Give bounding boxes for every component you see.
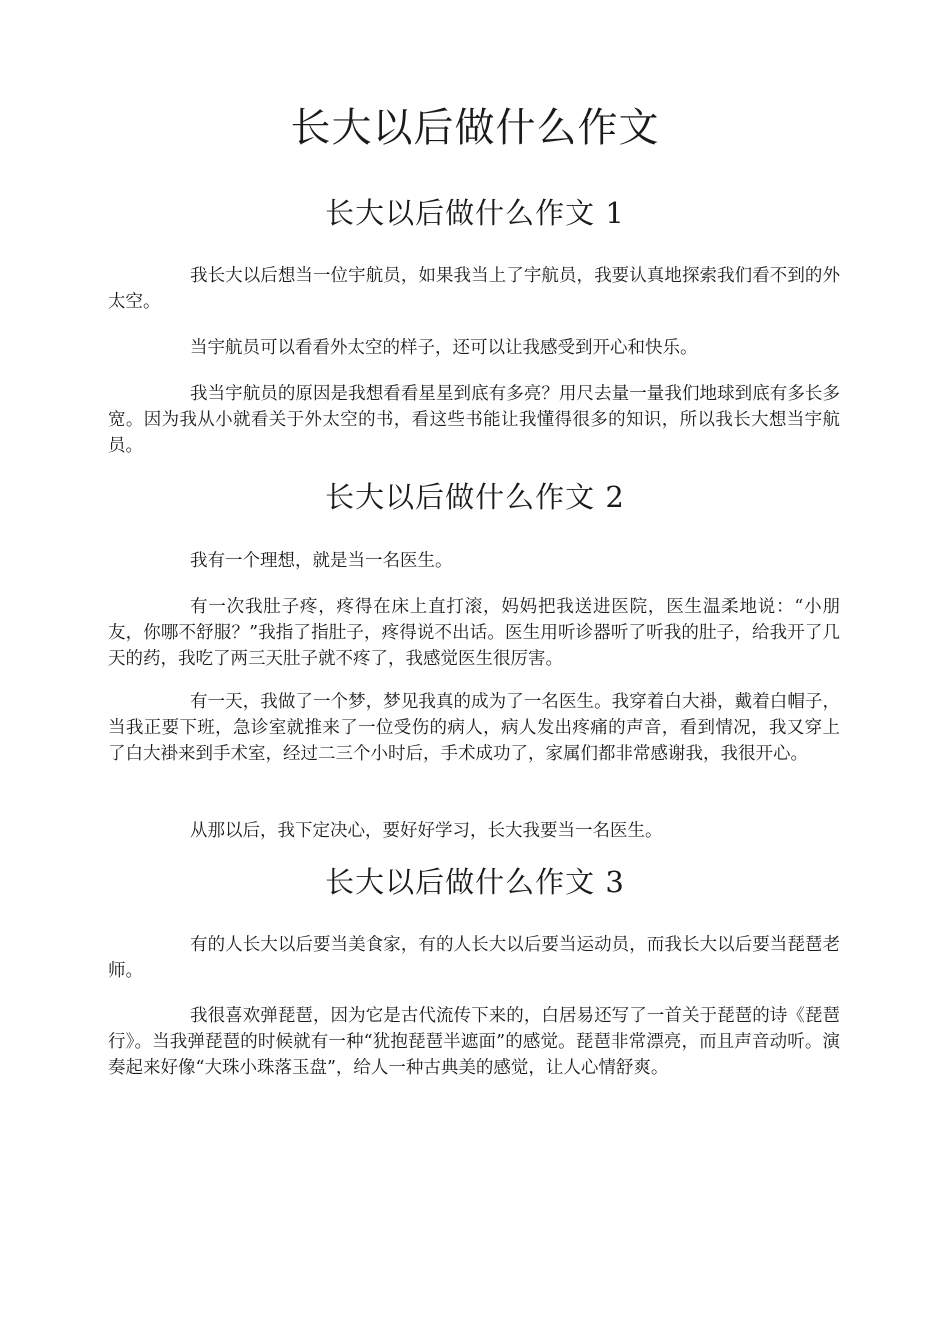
paragraph: 当宇航员可以看看外太空的样子，还可以让我感受到开心和快乐。: [190, 338, 698, 358]
paragraph: 有一天，我做了一个梦，梦见我真的成为了一名医生。我穿着白大褂，戴着白帽子，当我正要下班，急诊室就推来了一位受伤的病人，病人发出疼痛的声音，看到情况，我又穿上了白大褂来到手术室，经过二三个小时后，手术成功了，家属们都非常感谢我，我很开心。: [108, 692, 840, 764]
section-heading-1: 长大以后做什么作文 1: [325, 196, 625, 230]
paragraph: 我有一个理想，就是当一名医生。: [190, 551, 453, 571]
paragraph: 我很喜欢弹琵琶，因为它是古代流传下来的，白居易还写了一首关于琵琶的诗《琵琶行》。当我弹琵琶的时候就有一种“犹抱琵琶半遮面”的感觉。琵琶非常漂亮，而且声音动听。演奏起来好像“大珠小珠落玉盘”，给人一种古典美的感觉，让人心情舒爽。: [108, 1006, 840, 1078]
paragraph: 有一次我肚子疼，疼得在床上直打滚，妈妈把我送进医院，医生温柔地说：“小朋友，你哪不舒服？”我指了指肚子，疼得说不出话。医生用听诊器听了听我的肚子，给我开了几天的药，我吃了两三天肚子就不疼了，我感觉医生很厉害。: [108, 597, 840, 669]
document-title: 长大以后做什么作文: [290, 105, 660, 151]
paragraph: 我长大以后想当一位宇航员，如果我当上了宇航员，我要认真地探索我们看不到的外太空。: [108, 266, 840, 312]
paragraph: 从那以后，我下定决心，要好好学习，长大我要当一名医生。: [190, 821, 663, 841]
paragraph: 我当宇航员的原因是我想看看星星到底有多亮？用尺去量一量我们地球到底有多长多宽。因为我从小就看关于外太空的书，看这些书能让我懂得很多的知识，所以我长大想当宇航员。: [108, 384, 840, 456]
section-heading-2: 长大以后做什么作文 2: [325, 480, 625, 514]
paragraph: 有的人长大以后要当美食家，有的人长大以后要当运动员，而我长大以后要当琵琶老师。: [108, 935, 840, 981]
section-heading-3: 长大以后做什么作文 3: [325, 865, 625, 899]
